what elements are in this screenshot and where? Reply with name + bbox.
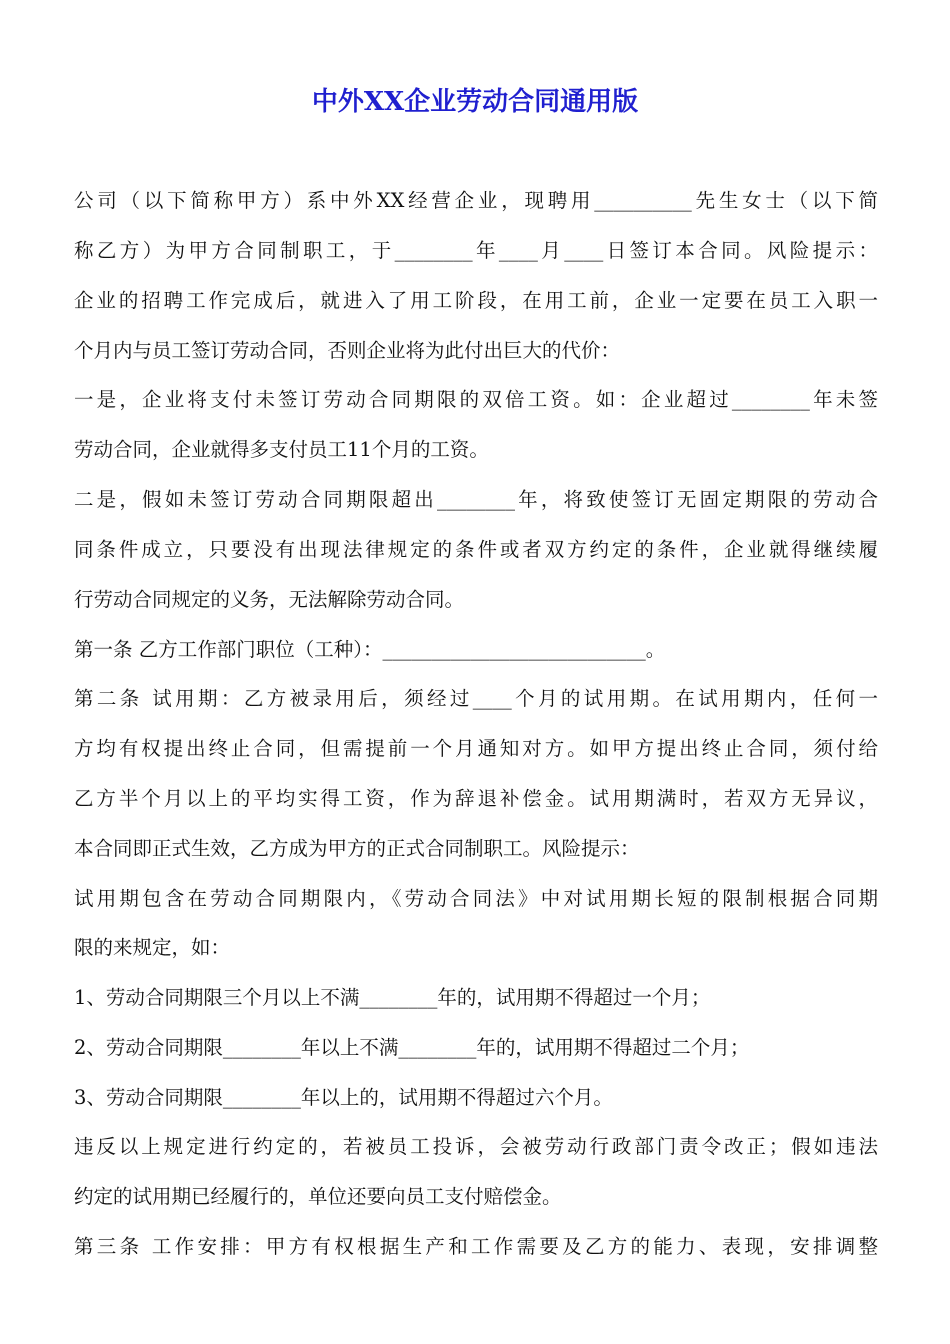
list-item-1: 1、劳动合同期限三个月以上不满________年的，试用期不得超过一个月； <box>74 986 711 1009</box>
paragraph-line: 限的来规定，如： <box>74 936 231 959</box>
article-1-line: 第一条 乙方工作部门职位（工种）：___________________________。 <box>74 638 666 661</box>
article-2-line: 第二条 试用期：乙方被录用后，须经过____个月的试用期。在试用期内，任何一 <box>74 687 878 710</box>
paragraph-line: 方均有权提出终止合同，但需提前一个月通知对方。如甲方提出终止合同，须付给 <box>74 737 878 760</box>
paragraph-line: 行劳动合同规定的义务，无法解除劳动合同。 <box>74 588 465 611</box>
paragraph-line: 劳动合同，企业就得多支付员工11个月的工资。 <box>74 438 489 461</box>
paragraph-line: 同条件成立，只要没有出现法律规定的条件或者双方约定的条件，企业就得继续履 <box>74 538 878 561</box>
paragraph-line: 公司（以下简称甲方）系中外XX经营企业，现聘用__________先生女士（以下简 <box>74 189 878 212</box>
paragraph-line: 试用期包含在劳动合同期限内，《劳动合同法》中对试用期长短的限制根据合同期 <box>74 887 878 910</box>
paragraph-line: 违反以上规定进行约定的，若被员工投诉，会被劳动行政部门责令改正；假如违法 <box>74 1135 878 1158</box>
document-title: 中外XX企业劳动合同通用版 <box>311 87 639 117</box>
paragraph-line: 称乙方）为甲方合同制职工，于________年____月____日签订本合同。风险提示： <box>74 239 878 262</box>
paragraph-line: 企业的招聘工作完成后，就进入了用工阶段，在用工前，企业一定要在员工入职一 <box>74 289 878 312</box>
paragraph-line: 个月内与员工签订劳动合同，否则企业将为此付出巨大的代价： <box>74 339 621 362</box>
article-3-line: 第三条 工作安排：甲方有权根据生产和工作需要及乙方的能力、表现，安排调整 <box>74 1235 878 1258</box>
paragraph-line: 二是，假如未签订劳动合同期限超出________年，将致使签订无固定期限的劳动合 <box>74 488 878 511</box>
paragraph-line: 本合同即正式生效，乙方成为甲方的正式合同制职工。风险提示： <box>74 837 640 860</box>
paragraph-line: 乙方半个月以上的平均实得工资，作为辞退补偿金。试用期满时，若双方无异议， <box>74 787 878 810</box>
paragraph-line: 约定的试用期已经履行的，单位还要向员工支付赔偿金。 <box>74 1185 562 1208</box>
list-item-3: 3、劳动合同期限________年以上的，试用期不得超过六个月。 <box>74 1086 613 1109</box>
list-item-2: 2、劳动合同期限________年以上不满________年的，试用期不得超过二个月； <box>74 1036 750 1059</box>
paragraph-line: 一是，企业将支付未签订劳动合同期限的双倍工资。如：企业超过________年未签 <box>74 388 878 411</box>
